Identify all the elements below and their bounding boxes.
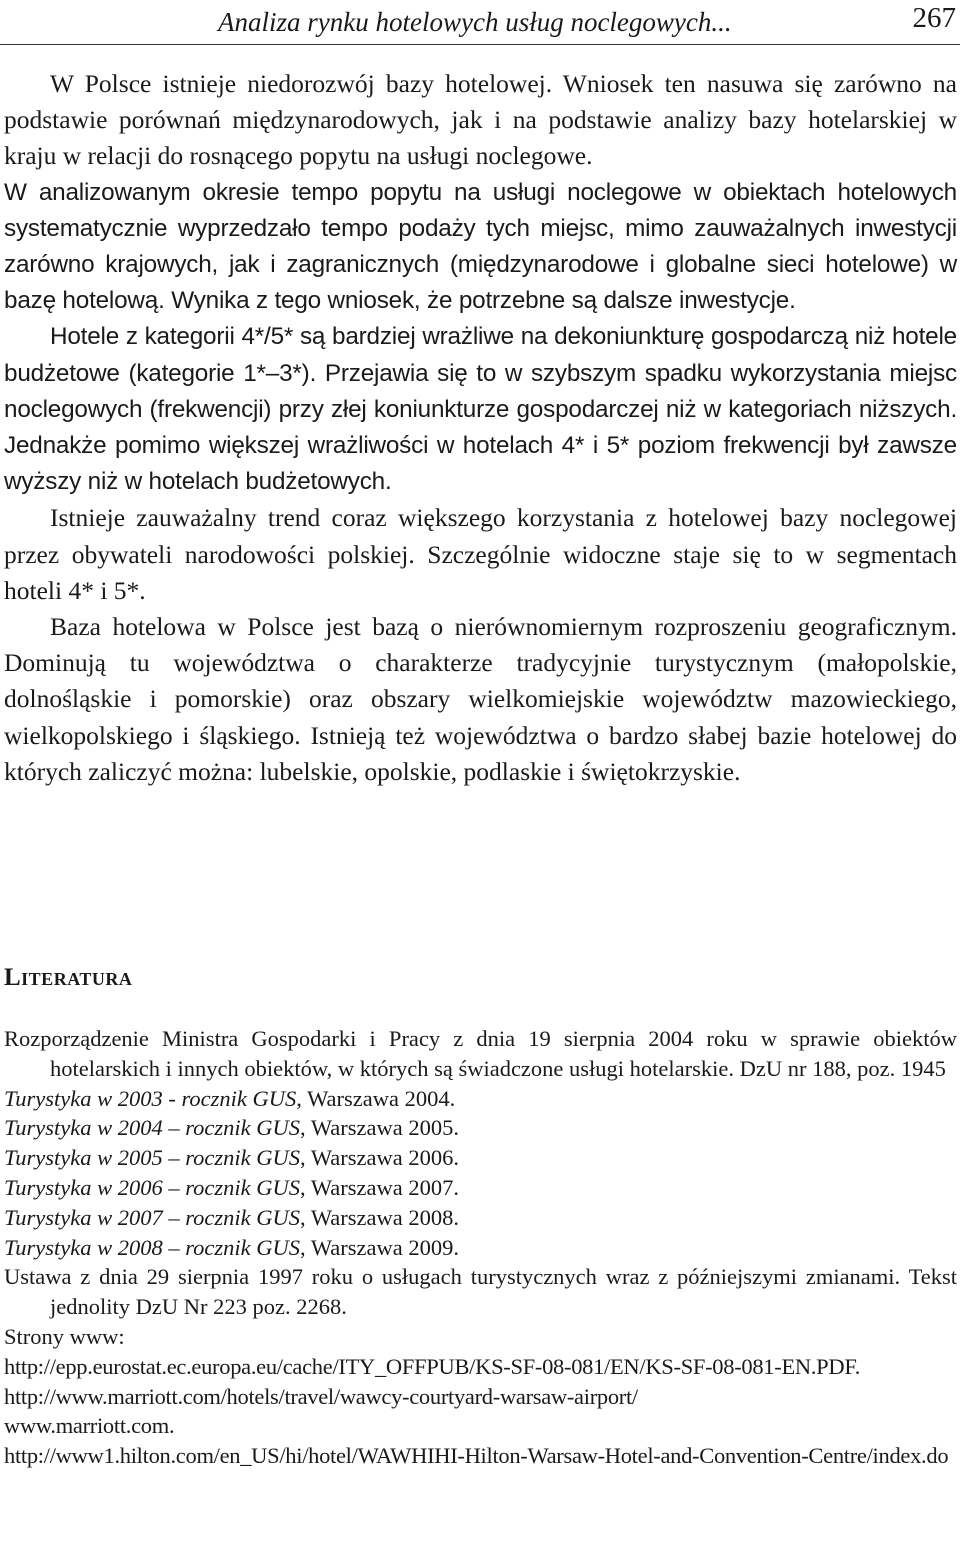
reference-item: Turystyka w 2003 - rocznik GUS, Warszawa 2004.	[4, 1085, 456, 1111]
reference-item: Turystyka w 2004 – rocznik GUS, Warszawa 2005.	[4, 1115, 460, 1141]
page-number: 267	[912, 2, 956, 34]
paragraph-3: Hotele z kategorii 4*/5* są bardziej wrażliwe na dekoniunkturę gospodarczą niż hotele budżetowe (kategorie 1*–3*). Przejawia się to w szybszym spadku wykorzystania miejsc noclegowych (frekwencji) przy złej koniunkturze gospodarczej niż w kategoriach niższych. Jednakże pomimo większej wrażliwości w hotelach 4* i 5* poziom frekwencji był zawsze wyższy niż w hotelach budżetowych.	[4, 323, 957, 496]
reference-item: Ustawa z dnia 29 sierpnia 1997 roku o usługach turystycznych wraz z późniejszymi zmianami. Tekst jednolity DzU Nr 223 poz. 2268.	[4, 1264, 957, 1320]
reference-list	[4, 1024, 957, 1471]
reference-link[interactable]: http://www1.hilton.com/en_US/hi/hotel/WAWHIHI-Hilton-Warsaw-Hotel-and-Convention-Centre/index.do	[4, 1443, 949, 1469]
paragraph-5: Baza hotelowa w Polsce jest bazą o nierównomiernym rozproszeniu geograficznym. Dominują tu województwa o charakterze tradycyjnie turystycznym (małopolskie, dolnośląskie i pomorskie) oraz obszary wielkomiejskie województw mazowieckiego, wielkopolskiego i śląskiego. Istnieją też województwa o bardzo słabej bazie hotelowej do których zaliczyć można: lubelskie, opolskie, podlaskie i świętokrzyskie.	[4, 612, 957, 786]
body-text	[4, 66, 957, 790]
reference-link[interactable]: www.marriott.com.	[4, 1413, 175, 1439]
paragraph-1: W Polsce istnieje niedorozwój bazy hotelowej. Wniosek ten nasuwa się zarówno na podstawie porównań międzynarodowych, jak i na podstawie analizy bazy hotelarskiej w kraju w relacji do rosnącego popytu na usługi noclegowe.	[4, 69, 957, 171]
reference-link[interactable]: http://www.marriott.com/hotels/travel/wawcy-courtyard-warsaw-airport/	[4, 1383, 638, 1409]
reference-item: Rozporządzenie Ministra Gospodarki i Pracy z dnia 19 sierpnia 2004 roku w sprawie obiektów hotelarskich i innych obiektów, w których są świadczone usługi hotelarskie. DzU nr 188, poz. 1945	[4, 1026, 957, 1081]
reference-item: Turystyka w 2008 – rocznik GUS, Warszawa 2009.	[4, 1234, 460, 1260]
page-header	[0, 0, 960, 45]
literature-heading: Literatura	[4, 964, 133, 991]
reference-item: Strony www:	[4, 1323, 125, 1349]
reference-item: Turystyka w 2005 – rocznik GUS, Warszawa 2006.	[4, 1145, 460, 1171]
reference-item: Turystyka w 2007 – rocznik GUS, Warszawa 2008.	[4, 1204, 460, 1230]
reference-link[interactable]: http://epp.eurostat.ec.europa.eu/cache/ITY_OFFPUB/KS-SF-08-081/EN/KS-SF-08-081-EN.PDF.	[4, 1353, 861, 1379]
reference-item: Turystyka w 2006 – rocznik GUS, Warszawa 2007.	[4, 1174, 460, 1200]
running-title: Analiza rynku hotelowych usług noclegowych...	[218, 7, 732, 37]
paragraph-4: Istnieje zauważalny trend coraz większego korzystania z hotelowej bazy noclegowej przez obywateli narodowości polskiej. Szczególnie widoczne staje się to w segmentach hoteli 4* i 5*.	[4, 503, 957, 605]
paragraph-2: W analizowanym okresie tempo popytu na usługi noclegowe w obiektach hotelowych systematycznie wyprzedzało tempo podaży tych miejsc, mimo zauważalnych inwestycji zarówno krajowych, jak i zagranicznych (międzynarodowe i globalne sieci hotelowe) w bazę hotelową. Wynika z tego wniosek, że potrzebne są dalsze inwestycje.	[4, 178, 957, 315]
